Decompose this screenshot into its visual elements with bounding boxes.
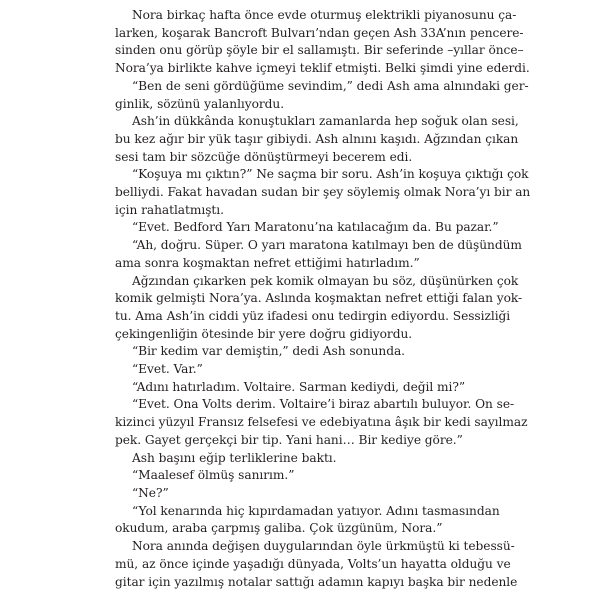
text-line: Nora birkaç hafta önce evde oturmuş elektrikli piyanosunu ça-: [132, 8, 517, 22]
text-line: “Yol kenarında hiç kıpırdamadan yatıyor. Adını tasmasından: [132, 503, 500, 518]
text-line: Ağzından çıkarken pek komik olmayan bu söz, düşünürken çok: [132, 273, 519, 288]
text-line: komik gelmişti Nora’ya. Aslında koşmaktan nefret ettiği falan yok-: [115, 291, 523, 306]
text-line: kizinci yüzyıl Fransız felsefesi ve edebiyatına âşık bir kedi sayılmaz: [115, 415, 528, 430]
text-line: Nora’ya birlikte kahve içmeyi teklif etmişti. Belki şimdi yine ederdi.: [115, 61, 530, 76]
text-line: “Evet. Var.”: [132, 362, 203, 377]
text-line: “Ne?”: [132, 485, 169, 500]
text-line: bu kez ağır bir yük taşır gibiydi. Ash alnını kaşıdı. Ağzından çıkan: [115, 131, 519, 146]
text-line: mü, az önce içinde yaşadığı dünyada, Volts’un hayatta olduğu ve: [115, 556, 511, 571]
text-line: “Evet. Ona Volts derim. Voltaire’i biraz abartılı buluyor. On se-: [132, 397, 515, 412]
text-line: larken, koşarak Bancroft Bulvarı’ndan geçen Ash 33A’nın pencere-: [115, 25, 524, 40]
text-line: sesi tam bir sözcüğe dönüştürmeyi becerem edi.: [115, 149, 413, 164]
text-line: Ash başını eğip terliklerine baktı.: [132, 450, 337, 465]
paragraph: [115, 166, 531, 219]
text-line: pek. Gayet gerçekçi bir tip. Yani hani… Bir kediye göre.”: [115, 432, 463, 447]
paragraph: [115, 450, 488, 468]
paragraph: [115, 7, 530, 78]
paragraph: [115, 379, 488, 397]
paragraph: [115, 538, 518, 591]
text-line: ginlik, sözünü yalanlıyordu.: [115, 96, 285, 111]
text-line: tu. Ama Ash’in ciddi yüz ifadesi onu tedirgin ediyordu. Sessizliği: [115, 308, 511, 323]
text-line: “Bir kedim var demiştin,” dedi Ash sonunda.: [132, 344, 406, 359]
text-line: okudum, araba çarpmış galiba. Çok üzgünüm, Nora.”: [115, 521, 443, 536]
paragraph: [115, 219, 499, 237]
text-line: “Ah, doğru. Süper. O yarı maratona katılmayı ben de düşündüm: [132, 238, 522, 253]
paragraph: [115, 361, 488, 379]
text-line: “Evet. Bedford Yarı Maratonu’na katılacağım da. Bu pazar.”: [132, 220, 499, 235]
text-line: “Koşuya mı çıktın?” Ne saçma bir soru. Ash’in koşuya çıktığı çok: [132, 167, 529, 182]
paragraph: [115, 485, 488, 503]
text-line: gitar için yazılmış notalar sattığı adamın kapıyı başka bir nedenle: [115, 574, 518, 589]
text-line: “Adını hatırladım. Voltaire. Sarman kediydi, değil mi?”: [132, 379, 466, 394]
paragraph: [115, 237, 522, 272]
text-line: “Ben de seni gördüğüme sevindim,” dedi Ash ama alnındaki ger-: [132, 78, 529, 93]
paragraph: [115, 396, 528, 449]
text-line: sinden onu görüp şöyle bir el sallamıştı. Bir seferinde –yıllar önce–: [115, 43, 524, 58]
text-line: Nora anında değişen duygularından öyle ürkmüştü ki tebessü-: [132, 539, 515, 554]
text-line: “Maalesef ölmüş sanırım.”: [132, 468, 295, 483]
paragraph: [115, 273, 523, 344]
paragraph: [115, 343, 488, 361]
text-line: için rahatlatmıştı.: [115, 202, 224, 217]
paragraph: [115, 503, 500, 538]
text-line: Ash’in dükkânda konuştukları zamanlarda hep soğuk olan sesi,: [132, 114, 519, 129]
body-text: [115, 7, 531, 591]
paragraph: [115, 78, 529, 113]
paragraph: [115, 467, 488, 485]
paragraph: [115, 113, 519, 166]
text-line: belliydi. Fakat havadan sudan bir şey söylemiş olmak Nora’yı bir an: [115, 185, 531, 200]
text-line: çekingenliğin ötesinde bir yere doğru gidiyordu.: [115, 326, 413, 341]
text-line: ama sonra koşmaktan nefret ettiğimi hatırladım.”: [115, 255, 420, 270]
